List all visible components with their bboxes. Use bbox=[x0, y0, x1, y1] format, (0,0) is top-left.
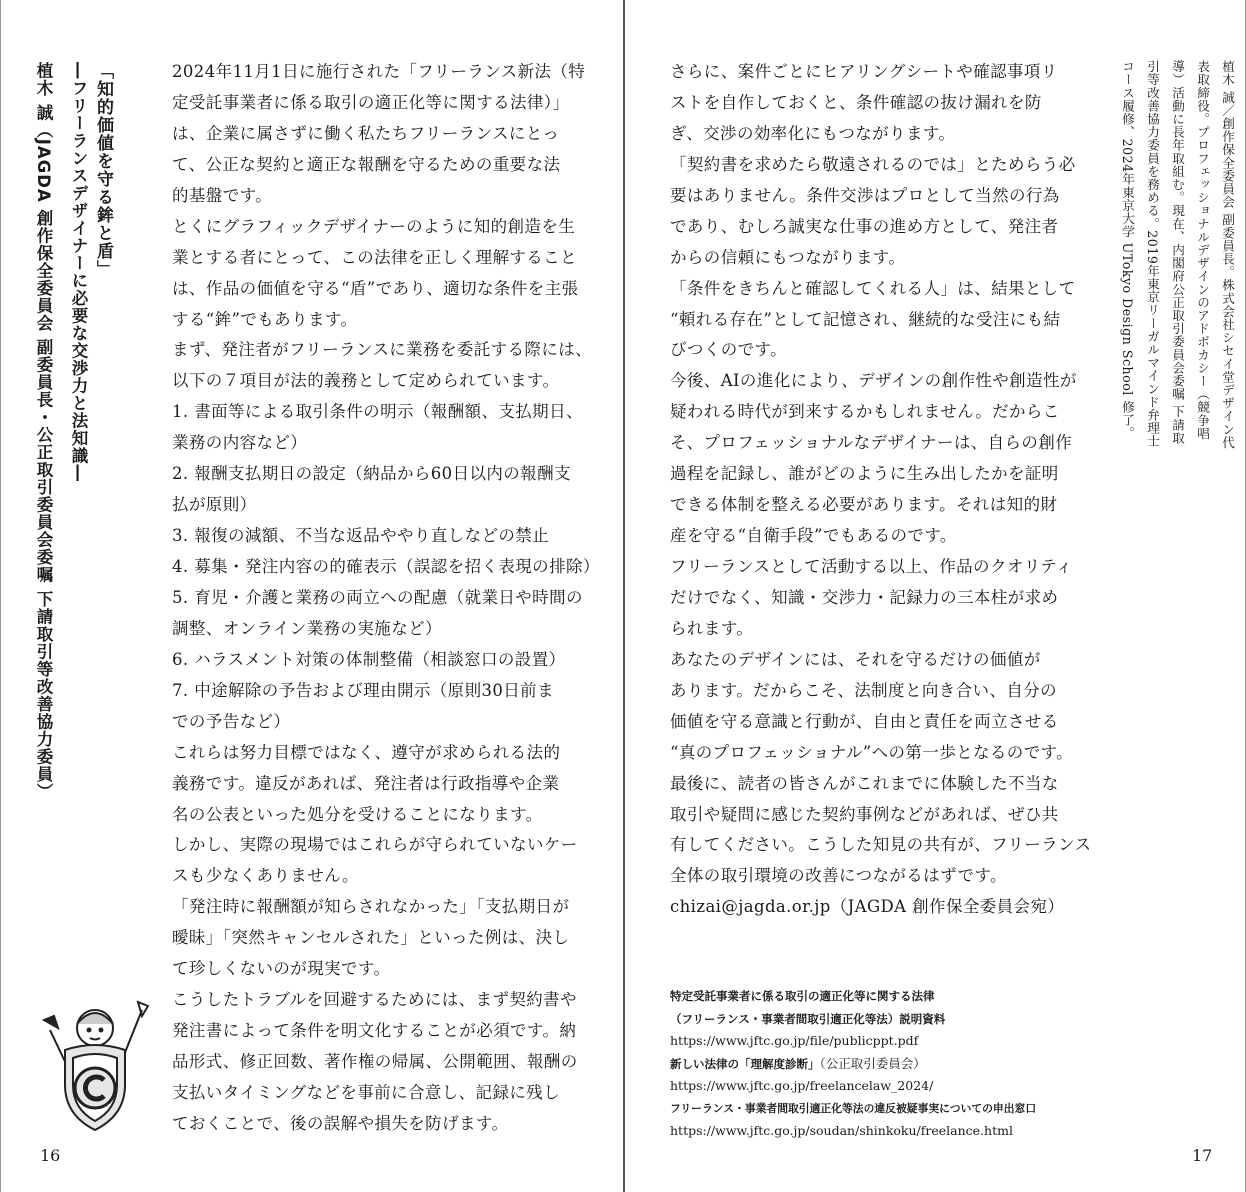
text-line: 全体の取引環境の改善につながるはずです。 bbox=[670, 866, 1007, 886]
reference-title: （フリーランス・事業者間取引適正化等法）説明資料 bbox=[670, 1011, 946, 1026]
text-line: 曖昧」「突然キャンセルされた」といった例は、決し bbox=[172, 928, 570, 948]
reference-title: 新しい法律の「理解度診断」 bbox=[670, 1056, 820, 1071]
text-line: さらに、案件ごとにヒアリングシートや確認事項リ bbox=[670, 62, 1058, 81]
text-line: 名の公表といった処分を受けることになります。 bbox=[172, 804, 543, 824]
text-line: chizai@jagda.or.jp（JAGDA 創作保全委員会宛） bbox=[670, 897, 1065, 917]
text-line: 2024年11月1日に施行された「フリーランス新法（特 bbox=[172, 62, 586, 81]
text-line: 6. ハラスメント対策の体制整備（相談窓口の設置） bbox=[172, 649, 566, 669]
text-line: 1. 書面等による取引条件の明示（報酬額、支払期日、 bbox=[172, 402, 583, 422]
reference-note: （公正取引委員会） bbox=[819, 1055, 926, 1071]
spread-gutter bbox=[623, 0, 625, 1192]
text-line: 発注書によって条件を明文化することが必須です。納 bbox=[172, 1021, 577, 1041]
text-line: 7. 中途解除の予告および理由開示（原則30日前ま bbox=[172, 680, 554, 700]
text-line: 払が原則） bbox=[172, 495, 257, 515]
right-body-text bbox=[670, 57, 1091, 923]
text-line: 支払いタイミングなどを事前に合意し、記録に残し bbox=[172, 1082, 561, 1102]
page-number-right: 17 bbox=[1192, 1146, 1213, 1165]
text-line: 産を守る“自衛手段”でもあるのです。 bbox=[670, 526, 957, 546]
text-line: 「契約書を求めたら敬遠されるのでは」とためらう必 bbox=[670, 154, 1076, 174]
article-title: 「知的価値を守る鉾と盾」 bbox=[93, 62, 113, 278]
text-line: て、公正な契約と適正な報酬を守るための重要な法 bbox=[172, 154, 561, 174]
reference-title: 特定受託事業者に係る取引の適正化等に関する法律 bbox=[670, 989, 935, 1003]
text-line: て珍しくないのが現実です。 bbox=[172, 959, 391, 979]
article-author: 植木 誠（JAGDA 創作保全委員会 副委員長・公正取引委員会委嘱 下請取引等改善協力委員） bbox=[34, 62, 53, 801]
text-line: 最後に、読者の皆さんがこれまでに体験した不当な bbox=[670, 773, 1059, 793]
text-line: 業務の内容など） bbox=[172, 433, 308, 453]
text-line: 的基盤です。 bbox=[172, 185, 273, 205]
text-line: とくにグラフィックデザイナーのように知的創造を生 bbox=[172, 216, 576, 236]
text-line: であり、むしろ誠実な仕事の進め方として、発注者 bbox=[670, 216, 1059, 236]
text-line: は、作品の価値を守る“盾”であり、適切な条件を主張 bbox=[172, 278, 579, 298]
page-edge bbox=[0, 0, 1, 1192]
text-line: 義務です。違反があれば、発注者は行政指導や企業 bbox=[172, 773, 560, 793]
left-body-text bbox=[172, 57, 600, 1140]
article-subtitle: ―フリーランスデザイナーに必要な交渉力と法知識― bbox=[69, 62, 88, 482]
text-line: そ、プロフェッショナルなデザイナーは、自らの創作 bbox=[670, 433, 1073, 453]
text-line: “頼れる存在”として記憶され、継続的な受注にも結 bbox=[670, 309, 1061, 329]
text-line: 定受託事業者に係る取引の適正化等に関する法律）」 bbox=[172, 92, 570, 112]
text-line: しかし、実際の現場ではこれらが守られていないケー bbox=[172, 835, 578, 855]
text-line: これらは努力目標ではなく、遵守が求められる法的 bbox=[172, 742, 561, 762]
text-line: フリーランスとして活動する以上、作品のクオリティ bbox=[670, 557, 1073, 576]
text-line: できる体制を整える必要があります。それは知的財 bbox=[670, 495, 1058, 515]
text-line: 業とする者にとって、この法律を正しく理解すること bbox=[172, 247, 577, 267]
reference-title: フリーランス・事業者間取引適正化等法の違反被疑事実についての申出窓口 bbox=[670, 1101, 1037, 1115]
text-line: 4. 募集・発注内容の的確表示（誤認を招く表現の排除） bbox=[172, 557, 600, 576]
text-line: 価値を守る意識と行動が、自由と責任を両立させる bbox=[670, 711, 1059, 731]
reference-url[interactable]: https://www.jftc.go.jp/file/publicppt.pdf bbox=[670, 1033, 919, 1048]
text-line: 過程を記録し、誰がどのように生み出したかを証明 bbox=[670, 464, 1059, 484]
author-bio: 植木 誠／創作保全委員会 副委員長。株式会社シセイ堂デザイン代表取締役。プロフェッショナルデザインのアドボカシー（競争唱導）活動に長年取組む。現在、内閣府公正取引委員会委嘱 下請取引等改善協力委員を務める。2019年東京リーガルマインド弁理士コース履修、2024年東京大学 UTokyo Design School 修了。 bbox=[1120, 60, 1235, 449]
text-line: での予告など） bbox=[172, 711, 291, 731]
text-line: からの信頼にもつながります。 bbox=[670, 247, 906, 267]
copyright-shield-with-designer-icon bbox=[30, 990, 160, 1140]
text-line: られます。 bbox=[670, 618, 754, 638]
text-line: ストを自作しておくと、条件確認の抜け漏れを防 bbox=[670, 92, 1042, 112]
text-line: ておくことで、後の誤解や損失を防げます。 bbox=[172, 1113, 509, 1133]
text-line: あります。だからこそ、法制度と向き合い、自分の bbox=[670, 680, 1058, 700]
text-line: 2. 報酬支払期日の設定（納品から60日以内の報酬支 bbox=[172, 464, 571, 484]
text-line: 「発注時に報酬額が知らされなかった」「支払期日が bbox=[172, 897, 570, 917]
reference-url[interactable]: https://www.jftc.go.jp/freelancelaw_2024/ bbox=[670, 1078, 934, 1093]
text-line: 有してください。こうした知見の共有が、フリーランス bbox=[670, 835, 1092, 855]
text-line: スも少なくありません。 bbox=[172, 866, 359, 886]
text-line: 5. 育児・介護と業務の両立への配慮（就業日や時間の bbox=[172, 587, 583, 607]
text-line: 調整、オンライン業務の実施など） bbox=[172, 618, 442, 638]
text-line: ぎ、交渉の効率化にもつながります。 bbox=[670, 123, 956, 143]
text-line: は、企業に属さずに働く私たちフリーランスにとっ bbox=[172, 123, 560, 143]
reference-url[interactable]: https://www.jftc.go.jp/soudan/shinkoku/freelance.html bbox=[670, 1123, 1013, 1138]
page-number-left: 16 bbox=[40, 1146, 61, 1165]
text-line: 今後、AIの進化により、デザインの創作性や創造性が bbox=[670, 371, 1077, 391]
text-line: 要はありません。条件交渉はプロとして当然の行為 bbox=[670, 185, 1060, 205]
text-line: する“鉾”でもあります。 bbox=[172, 309, 358, 329]
text-line: 疑われる時代が到来するかもしれません。だからこ bbox=[670, 402, 1060, 422]
text-line: だけでなく、知識・交渉力・記録力の三本柱が求め bbox=[670, 587, 1059, 607]
text-line: びつくのです。 bbox=[670, 340, 787, 360]
text-line: 以下の７項目が法的義務として定められています。 bbox=[172, 371, 560, 391]
text-line: 品形式、修正回数、著作権の帰属、公開範囲、報酬の bbox=[172, 1052, 578, 1071]
text-line: 「条件をきちんと確認してくれる人」は、結果として bbox=[670, 278, 1076, 298]
text-line: 3. 報復の減額、不当な返品ややり直しなどの禁止 bbox=[172, 526, 550, 546]
text-line: あなたのデザインには、それを守るだけの価値が bbox=[670, 649, 1041, 669]
text-line: まず、発注者がフリーランスに業務を委託する際には、 bbox=[172, 340, 593, 360]
text-line: “真のプロフェッショナル”への第一歩となるのです。 bbox=[670, 742, 1074, 762]
references bbox=[670, 985, 1036, 1143]
text-line: こうしたトラブルを回避するためには、まず契約書や bbox=[172, 990, 577, 1010]
text-line: 取引や疑問に感じた契約事例などがあれば、ぜひ共 bbox=[670, 804, 1059, 824]
